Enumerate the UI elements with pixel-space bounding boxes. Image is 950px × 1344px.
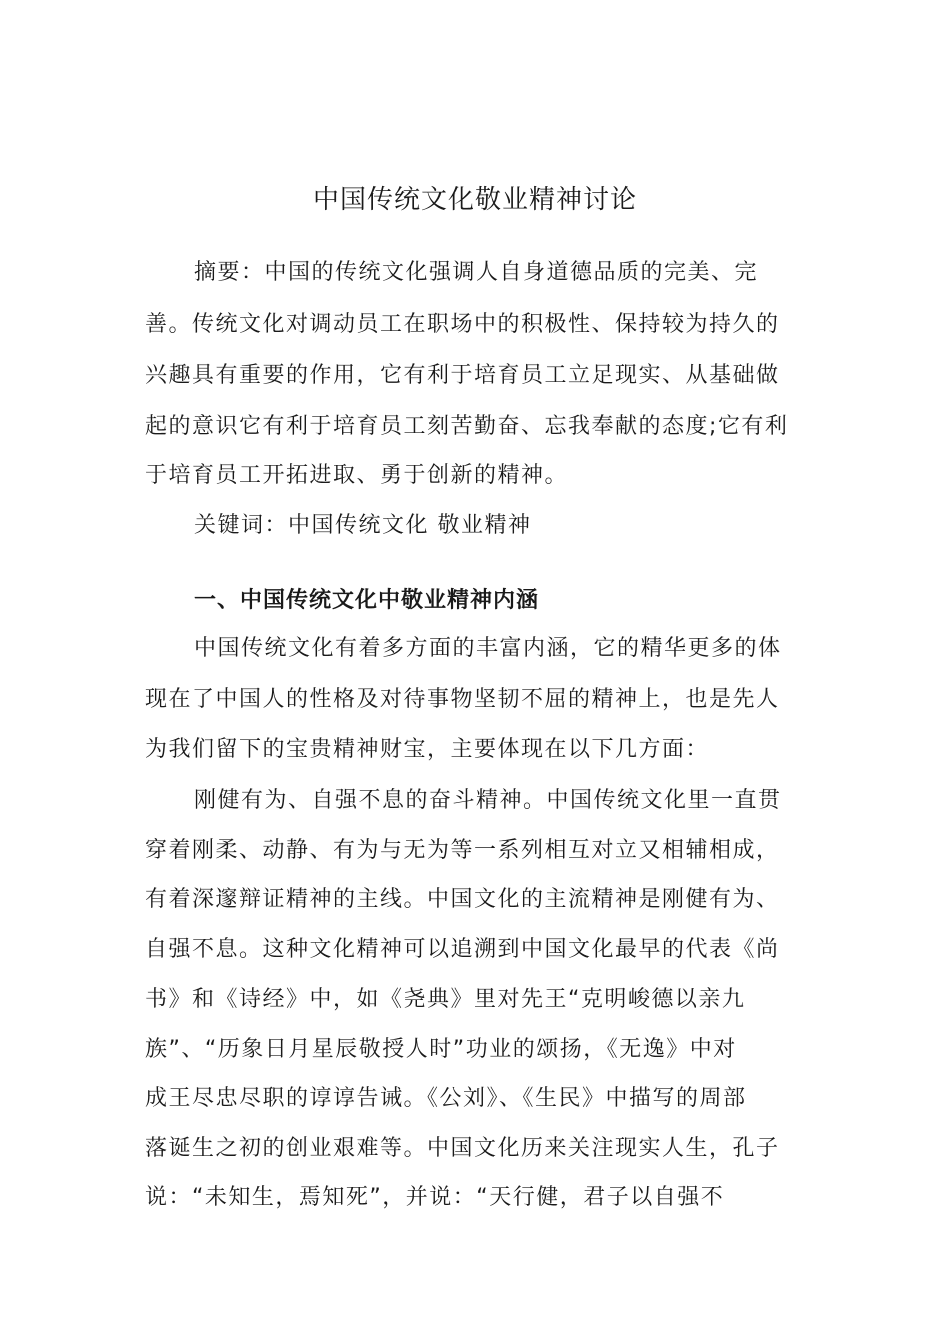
abstract-line: 善。传统文化对调动员工在职场中的积极性、保持较为持久的 (145, 312, 780, 337)
paragraph-line: 现在了中国人的性格及对待事物坚韧不屈的精神上，也是先人 (145, 687, 780, 712)
paragraph-line: 成王尽忠尽职的谆谆告诫。《公刘》、《生民》中描写的周部 (145, 1086, 747, 1111)
paragraph-line: 穿着刚柔、动静、有为与无为等一系列相互对立又相辅相成， (145, 838, 780, 863)
paragraph-line: 说：“未知生，焉知死”，并说：“天行健，君子以自强不 (145, 1185, 725, 1210)
abstract-line: 于培育员工开拓进取、勇于创新的精神。 (145, 463, 569, 488)
paragraph-line: 为我们留下的宝贵精神财宝，主要体现在以下几方面： (145, 737, 710, 762)
paragraph-line: 有着深邃辩证精神的主线。中国文化的主流精神是刚健有为、 (145, 887, 780, 912)
paragraph-line: 中国传统文化有着多方面的丰富内涵，它的精华更多的体 (194, 636, 782, 661)
paragraph-line: 族”、“历象日月星辰敬授人时”功业的颂扬，《无逸》中对 (145, 1037, 737, 1062)
paragraph-line: 落诞生之初的创业艰难等。中国文化历来关注现实人生，孔子 (145, 1136, 780, 1161)
section-heading: 一、中国传统文化中敬业精神内涵 (194, 588, 540, 613)
paragraph-line: 自强不息。这种文化精神可以追溯到中国文化最早的代表《尚 (145, 937, 780, 962)
paragraph-line: 书》和《诗经》中，如《尧典》里对先王“克明峻德以亲九 (145, 987, 746, 1012)
abstract-line: 摘要：中国的传统文化强调人自身道德品质的完美、完 (194, 260, 759, 285)
keywords: 关键词：中国传统文化 敬业精神 (194, 513, 532, 538)
abstract-line: 起的意识它有利于培育员工刻苦勤奋、忘我奉献的态度;它有利 (145, 414, 789, 439)
abstract-line: 兴趣具有重要的作用，它有利于培育员工立足现实、从基础做 (145, 363, 780, 388)
paragraph-line: 刚健有为、自强不息的奋斗精神。中国传统文化里一直贯 (194, 788, 782, 813)
document-title: 中国传统文化敬业精神讨论 (312, 185, 637, 215)
